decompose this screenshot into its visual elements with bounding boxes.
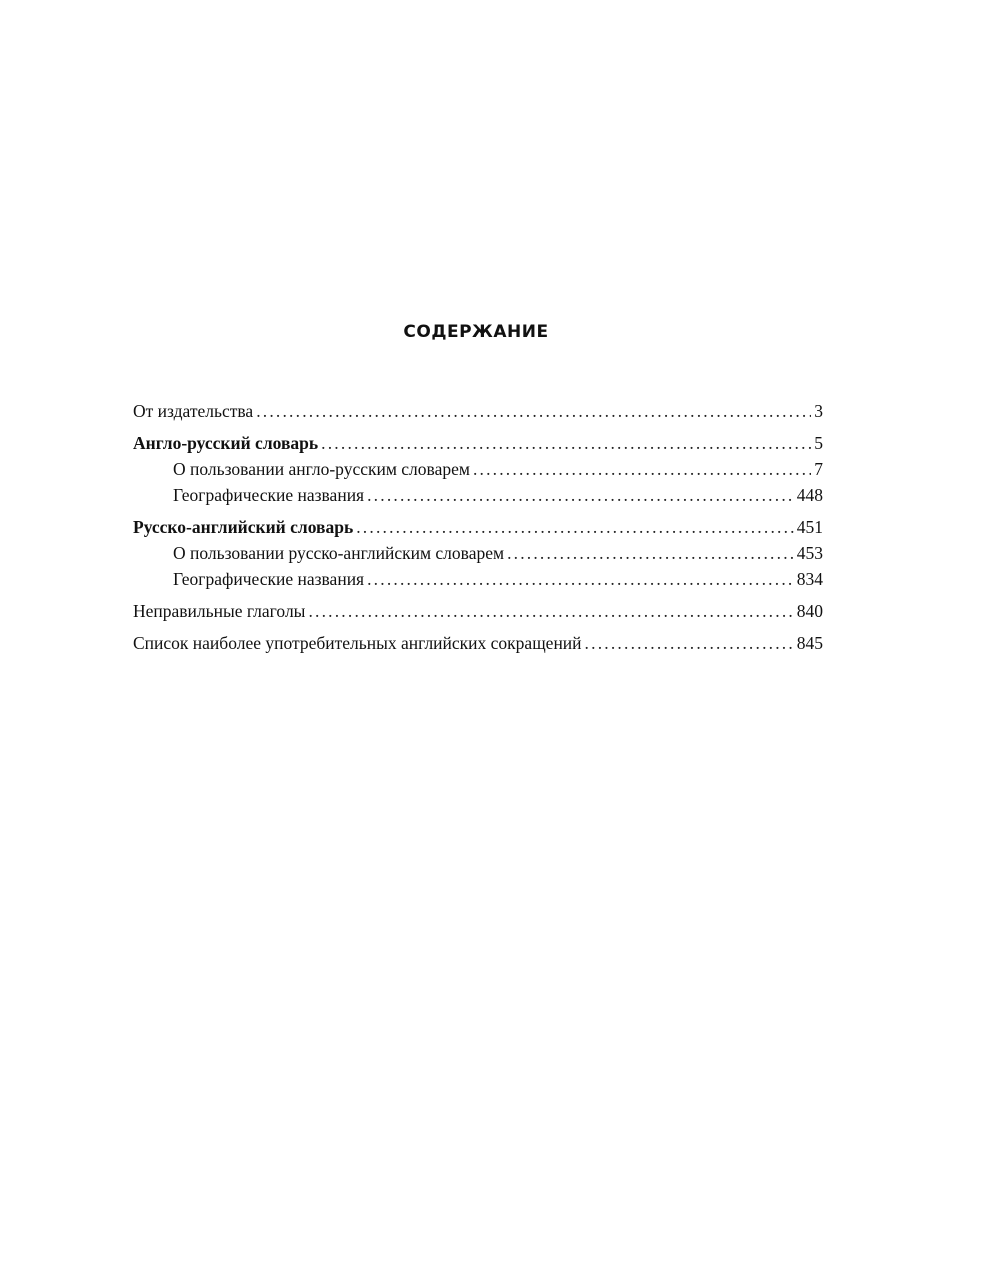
toc-dot-leader [367,566,794,592]
toc-dot-leader [356,514,794,540]
toc-dot-leader [473,456,811,482]
toc-entry [133,514,823,540]
toc-page-number: 448 [796,485,823,505]
toc-page-number: 5 [814,433,823,453]
page-title: СОДЕРЖАНИЕ [403,322,549,342]
toc-page-number: 451 [796,517,823,537]
toc-entry-label: О пользовании русско-английским словарем [173,543,505,563]
toc-dot-leader [367,482,794,508]
toc-entry [133,598,823,624]
toc-entry [133,398,823,424]
toc-entry [133,430,823,456]
toc-entry [133,482,823,508]
toc-entry [133,456,823,482]
toc-entry-label: Список наиболее употребительных английских сокращений [133,633,582,653]
toc-page-number: 840 [796,601,823,621]
toc-dot-leader [256,398,811,424]
toc-page-number: 3 [814,401,823,421]
toc-section-label: Русско-английский словарь [133,517,354,537]
toc-page-number: 7 [814,459,823,479]
toc-entry-label: Географические названия [173,569,365,589]
toc-dot-leader [507,540,794,566]
toc-entry [133,630,823,656]
toc-entry-label: Географические названия [173,485,365,505]
toc-entry-label: От издательства [133,401,254,421]
toc-dot-leader [308,598,793,624]
toc-entry-label: Неправильные глаголы [133,601,306,621]
toc-section-label: Англо-русский словарь [133,433,319,453]
toc-page-number: 834 [796,569,823,589]
toc-entry [133,540,823,566]
toc-entry-label: О пользовании англо-русским словарем [173,459,470,479]
toc-page-number: 453 [796,543,823,563]
toc-entry [133,566,823,592]
toc-dot-leader [585,630,794,656]
toc-dot-leader [321,430,811,456]
toc-page-number: 845 [796,633,823,653]
table-of-contents [133,398,823,656]
